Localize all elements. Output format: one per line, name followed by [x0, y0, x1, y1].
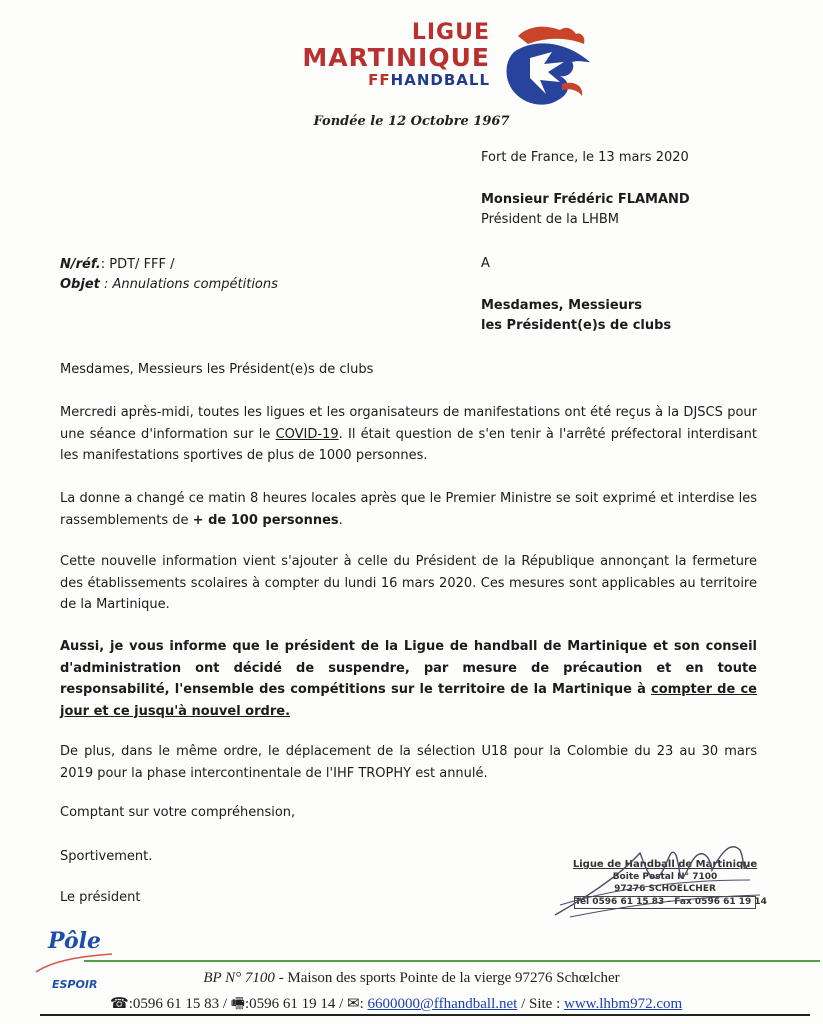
espoir-label: ESPOIR [52, 978, 98, 991]
site-link[interactable]: www.lhbm972.com [563, 996, 683, 1012]
signature-icon [550, 835, 775, 920]
p1-text-b: . Il était question de s'en tenir à l'arrêté préfectoral interdisant les manifestations sportives de plus de 1000 personnes. [60, 426, 757, 463]
subject-label: Objet [60, 277, 100, 292]
closing-1: Comptant sur votre compréhension, [60, 805, 296, 820]
logo-martinique: MARTINIQUE [302, 43, 490, 72]
stamp-line-3: 97276 SCHOELCHER [614, 884, 716, 894]
logo-ff: FF [368, 71, 391, 89]
league-logo-text [270, 22, 490, 88]
paragraph-2 [60, 488, 757, 531]
paragraph-3: Cette nouvelle information vient s'ajouter à celle du Président de la République annonçant la fermeture des établissements scolaires à compter du lundi 16 mars 2020. Ces mesures sont applicables au territoire de la Martinique. [60, 554, 757, 612]
p2-text-a: La donne a changé ce matin 8 heures locales après que le Premier Ministre se soit exprimé et interdise les rassemblements de [60, 491, 757, 528]
reference-label: N/réf. [60, 257, 101, 272]
reference-value: : PDT/ FFF / [100, 257, 175, 272]
footer-address [0, 970, 823, 987]
covid-link[interactable]: COVID-19 [275, 426, 339, 442]
email-link[interactable]: 6600000@ffhandball.net [367, 996, 518, 1012]
phone-icon: ☎ [110, 996, 129, 1012]
to-marker: A [481, 256, 490, 271]
p2-bold: + de 100 personnes [192, 512, 339, 528]
signatory: Le président [60, 890, 141, 905]
reference-line [60, 255, 175, 275]
p4-text: Aussi, je vous informe que le président de la Ligue de handball de Martinique et son conseil d'administration ont décidé de suspendre, par mesure de précaution et en toute responsabilité, l'ensemble des compétitions sur le territoire de la Martinique à [60, 639, 757, 697]
email-icon: ✉ [347, 996, 360, 1012]
sender-title: Président de la LHBM [481, 212, 620, 227]
footer-divider-green [84, 960, 820, 962]
logo-ligue: LIGUE [411, 20, 490, 45]
subject-value: : Annulations compétitions [99, 277, 278, 292]
stamp-line-1: Ligue de Handball de Martinique [572, 859, 758, 870]
fax-number: 0596 61 19 14 [249, 996, 336, 1012]
stamp-line-2: Boite Postal N° 7100 [612, 872, 718, 882]
footer-divider-black [40, 1014, 810, 1016]
founded-date: Fondée le 12 Octobre 1967 [313, 114, 510, 129]
rooster-logo-icon [500, 22, 600, 110]
stamp-line-4: Tél 0596 61 15 83 - Fax 0596 61 19 14 [575, 897, 767, 907]
p2-text-b: . [338, 512, 343, 528]
site-label: / Site : [517, 996, 564, 1012]
recipient-line2: les Président(e)s de clubs [481, 318, 672, 333]
pole-logo-text: Pôle [48, 928, 101, 954]
official-stamp [550, 835, 775, 920]
logo-ffhandball [270, 73, 490, 88]
fax-icon: 🖷 [230, 996, 245, 1012]
address-rest: - Maison des sports Pointe de la vierge 97276 Schœlcher [274, 970, 620, 986]
p1-text-a: Mercredi après-midi, toutes les ligues et les organisateurs de manifestations ont été reçus à la DJSCS pour une séance d'information sur le [60, 405, 757, 442]
paragraph-4 [60, 636, 757, 722]
paragraph-1 [60, 402, 757, 467]
phone-number: 0596 61 15 83 [132, 996, 220, 1012]
footer-contacts: ☎:0596 61 15 83 / 🖷:0596 61 19 14 / ✉: 6600000@ffhandball.net / Site : www.lhbm972.com [110, 996, 683, 1012]
address-bp: BP N° 7100 [203, 970, 275, 986]
salutation: Mesdames, Messieurs les Président(e)s de clubs [60, 362, 374, 377]
date-line: Fort de France, le 13 mars 2020 [481, 150, 689, 165]
closing-2: Sportivement. [60, 849, 153, 864]
paragraph-5: De plus, dans le même ordre, le déplacement de la sélection U18 pour la Colombie du 23 au 30 mars 2019 pour la phase intercontinentale de l'IHF TROPHY est annulé. [60, 744, 757, 781]
p4-underlined: compter de ce jour et ce jusqu'à nouvel ordre. [60, 682, 757, 719]
sender-name: Monsieur Frédéric FLAMAND [481, 192, 690, 207]
logo-handball: HANDBALL [390, 71, 490, 89]
recipient-line1: Mesdames, Messieurs [481, 298, 643, 313]
subject-line [60, 275, 278, 295]
